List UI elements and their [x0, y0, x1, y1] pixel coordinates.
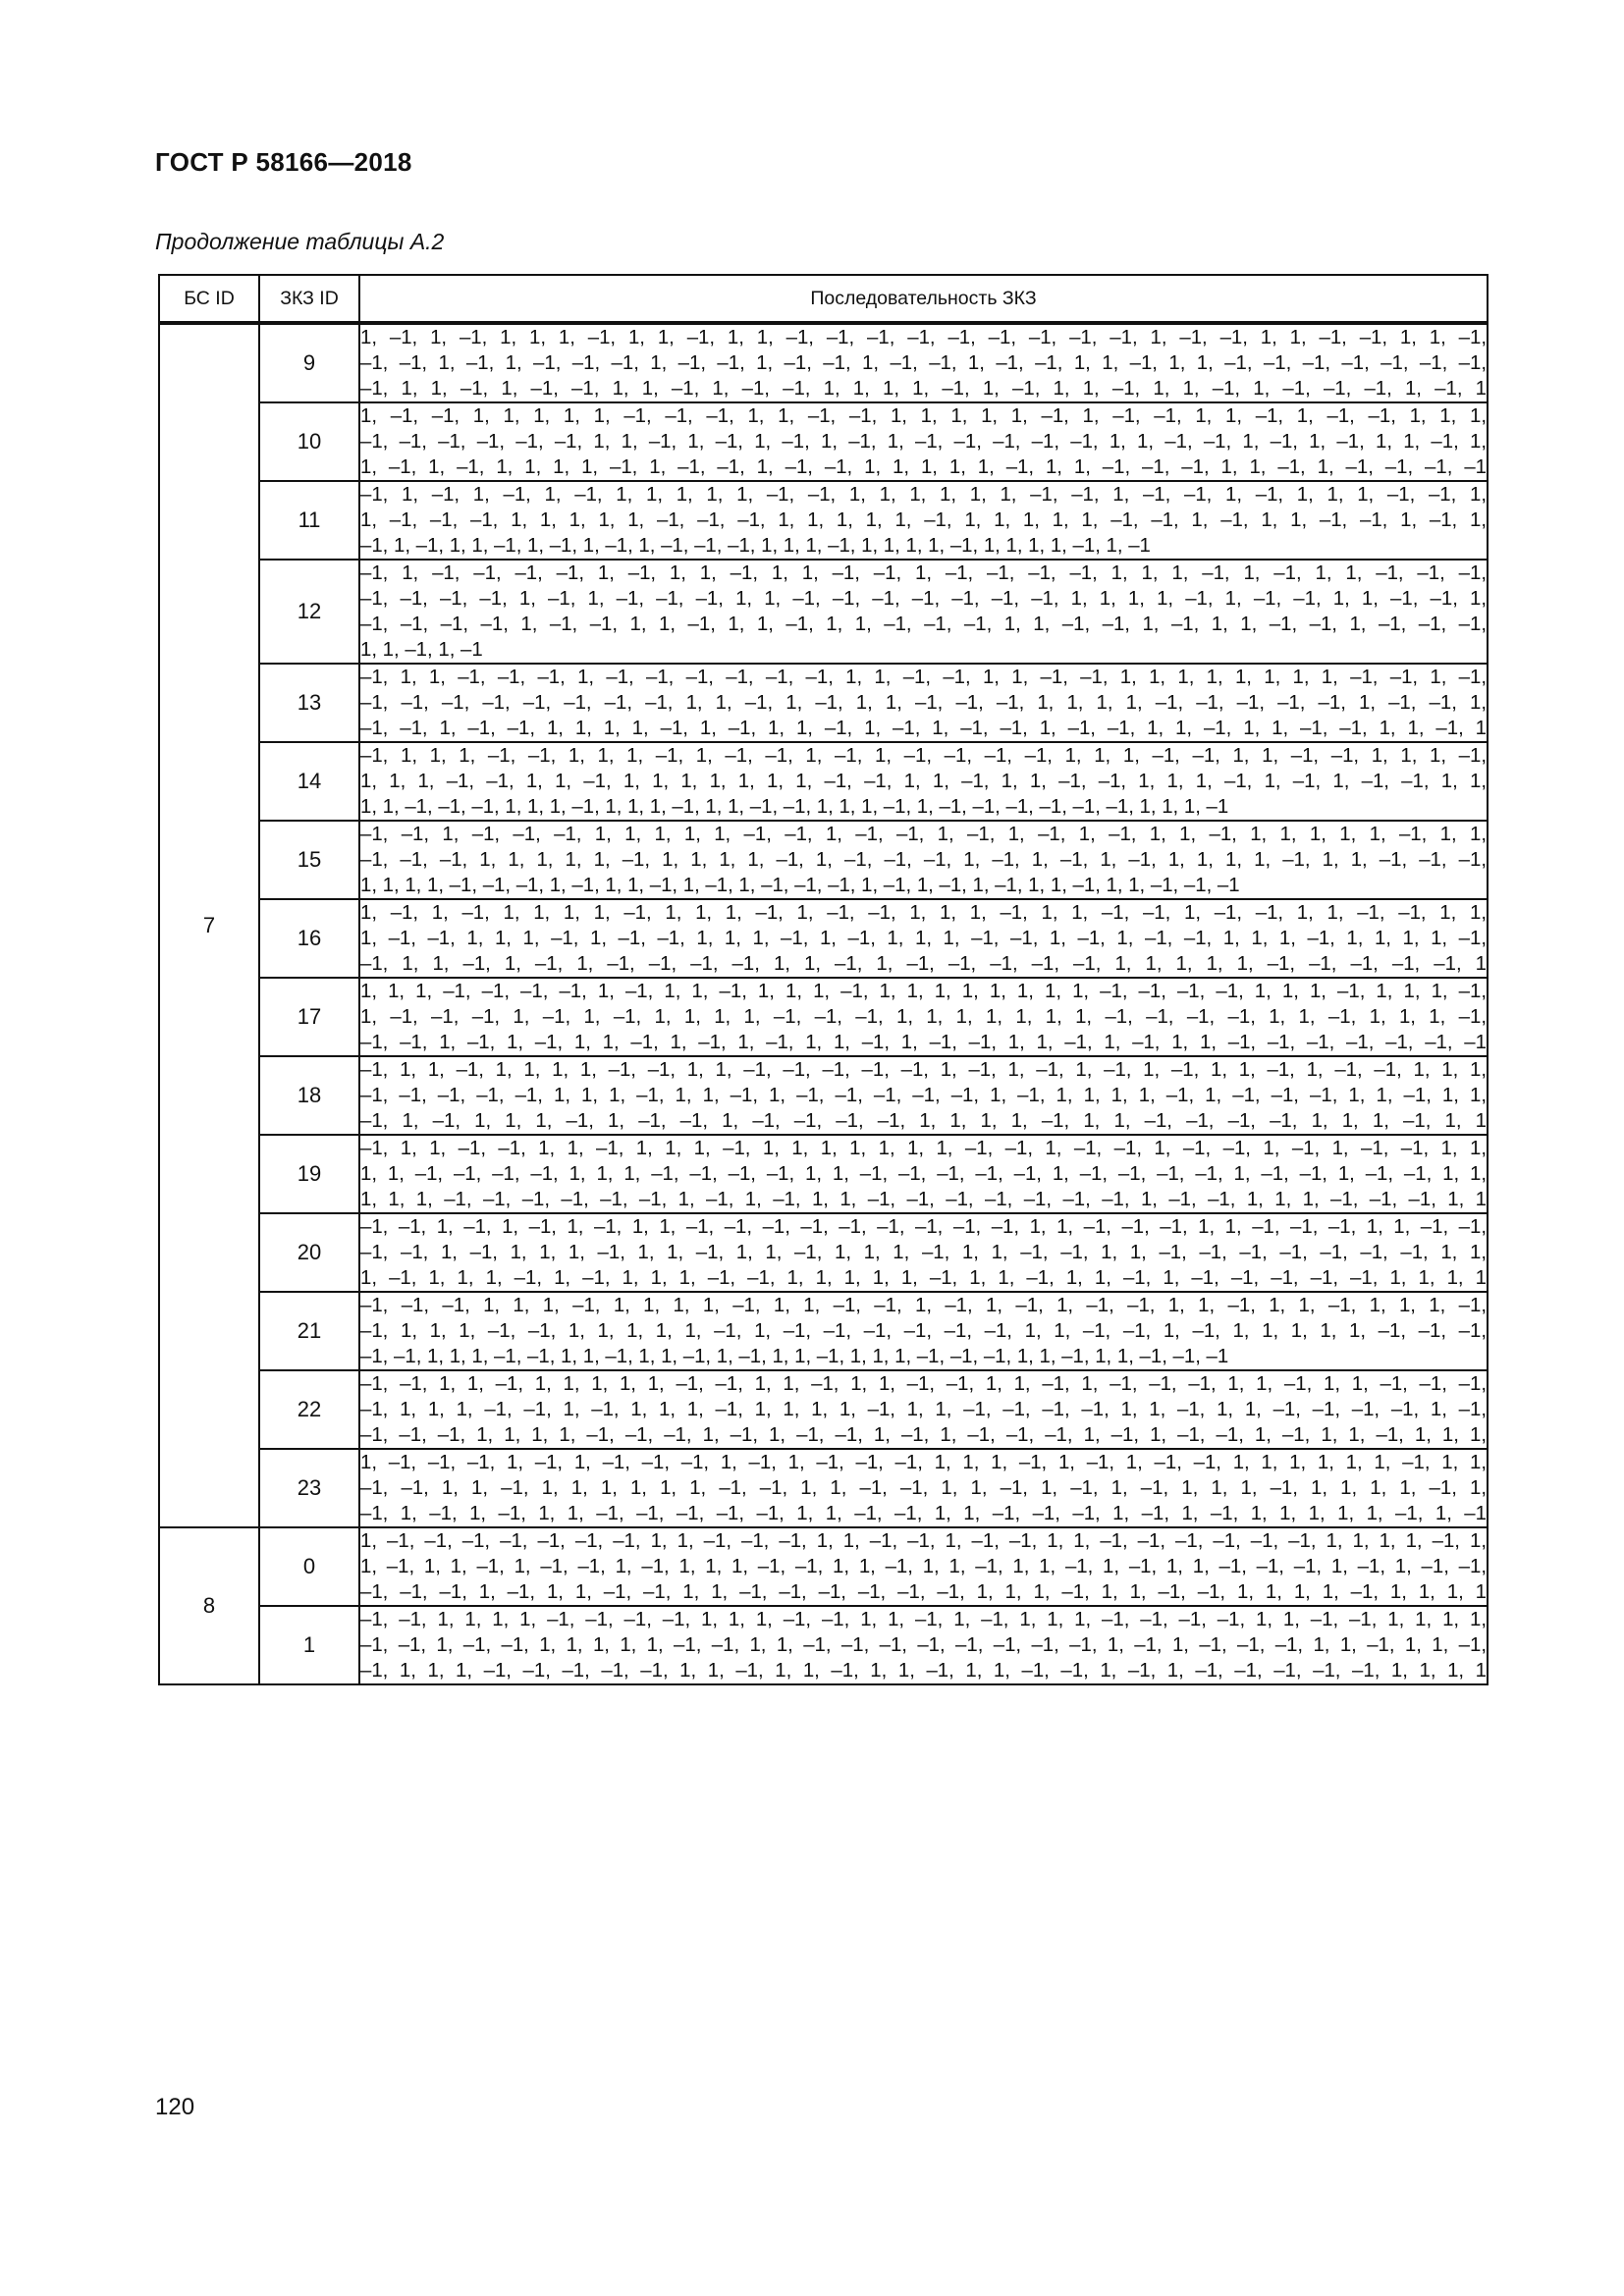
- sequence-cell: [359, 978, 1488, 1056]
- sequence-line: –1, –1, 1, 1, –1, 1, 1, 1, 1, 1, 1, –1, –1, 1, 1, –1, –1, 1, 1, –1, 1, –1, 1, –1, 1, 1, 1, –1, 1, 1, 1, 1, –1, 1,: [360, 1477, 1487, 1499]
- sequence-cell: [359, 481, 1488, 560]
- zkz-id-cell: 1: [259, 1606, 359, 1684]
- sequence-cell: [359, 1449, 1488, 1527]
- sequence-line: –1, 1, –1, 1, 1, –1, 1, –1, 1, –1, 1, –1, –1, –1, 1, 1, 1, –1, 1, 1, 1, 1, –1, 1, 1, 1, 1, –1, 1, –1: [360, 535, 1151, 557]
- sequence-line: –1, –1, –1, 1, 1, 1, 1, –1, –1, –1, 1, –1, 1, –1, –1, 1, –1, 1, –1, –1, –1, 1, –1, 1, –1, –1, 1, –1, 1, 1, –1, 1, 1, 1,: [360, 1424, 1487, 1446]
- table-row: [159, 1449, 1488, 1527]
- sequence-line: –1, 1, 1, –1, –1, 1, 1, –1, 1, 1, 1, –1, 1, 1, 1, 1, 1, 1, 1, –1, –1, 1, –1, –1, 1, –1, –1, 1, –1, 1, –1, –1, 1, 1,: [360, 1138, 1487, 1159]
- sequence-line: 1, –1, –1, –1, 1, –1, 1, –1, 1, 1, 1, 1, –1, –1, –1, 1, 1, 1, 1, 1, 1, 1, –1, –1, –1, –1, 1, 1, –1, 1, 1, 1, –1,: [360, 1006, 1487, 1028]
- page-number: 120: [155, 2094, 195, 2120]
- zkz-id-cell: 0: [259, 1527, 359, 1606]
- sequence-cell: [359, 402, 1488, 481]
- sequence-line: –1, 1, 1, 1, –1, –1, 1, 1, 1, 1, 1, –1, 1, –1, –1, –1, –1, –1, –1, 1, 1, –1, –1, 1, –1, 1, 1, 1, 1, 1, –1, –1, –1,: [360, 1320, 1487, 1342]
- sequence-line: –1, –1, –1, 1, 1, 1, 1, 1, –1, 1, 1, 1, 1, –1, 1, –1, –1, –1, 1, –1, 1, –1, 1, –1, 1, 1, 1, 1, –1, 1, 1, –1, –1, –1,: [360, 849, 1487, 871]
- zkz-id-cell: 11: [259, 481, 359, 560]
- zkz-id-cell: 13: [259, 664, 359, 742]
- sequence-line: –1, –1, 1, –1, –1, –1, 1, 1, 1, 1, 1, –1, –1, 1, –1, –1, 1, –1, 1, –1, 1, –1, 1, 1, –1, 1, 1, 1, 1, 1, –1, 1, 1,: [360, 824, 1487, 845]
- sequence-cell: [359, 1213, 1488, 1292]
- sequence-line: –1, –1, 1, –1, 1, –1, 1, –1, 1, 1, –1, –1, –1, –1, –1, –1, –1, –1, –1, 1, 1, –1, –1, –1, 1, 1, –1, –1, –1, 1, 1, –1, –1,: [360, 1216, 1487, 1238]
- sequence-cell: [359, 1606, 1488, 1684]
- sequence-line: –1, –1, 1, 1, 1, 1, –1, –1, –1, –1, 1, 1, 1, –1, –1, 1, 1, –1, 1, –1, 1, 1, 1, –1, –1, –1, –1, 1, 1, –1, –1, 1, 1, 1, 1,: [360, 1609, 1487, 1630]
- sequence-line: –1, 1, 1, –1, 1, –1, 1, –1, –1, –1, –1, 1, 1, –1, 1, –1, –1, –1, –1, –1, 1, 1, 1, 1, 1, –1, –1, –1, –1, –1, 1: [360, 953, 1487, 975]
- table-row: [159, 1606, 1488, 1684]
- sequence-line: –1, 1, –1, –1, –1, –1, 1, –1, 1, 1, –1, 1, 1, –1, –1, 1, –1, –1, –1, –1, 1, 1, 1, –1, 1, –1, 1, 1, –1, –1, –1,: [360, 562, 1487, 584]
- sequence-line: –1, –1, 1, –1, –1, 1, 1, 1, 1, –1, 1, –1, 1, 1, –1, 1, –1, 1, –1, –1, 1, –1, –1, 1, 1, –1, 1, 1, –1, –1, 1, 1, –1, 1: [360, 718, 1487, 739]
- sequence-line: –1, 1, 1, –1, 1, –1, –1, 1, 1, –1, 1, –1, –1, 1, 1, 1, 1, –1, 1, –1, 1, 1, –1, 1, 1, –1, 1, –1, –1, –1, 1, –1, 1: [360, 378, 1487, 400]
- zkz-id-cell: 17: [259, 978, 359, 1056]
- sequence-line: 1, –1, 1, 1, –1, 1, –1, –1, 1, –1, 1, 1, 1, –1, –1, 1, 1, –1, 1, 1, –1, 1, 1, –1, 1, –1, 1, 1, –1, –1, –1, 1, –1, 1, –1, –1,: [360, 1556, 1487, 1577]
- zkz-id-cell: 16: [259, 899, 359, 978]
- table-row: [159, 1056, 1488, 1135]
- sequence-cell: [359, 1056, 1488, 1135]
- zkz-id-cell: 22: [259, 1370, 359, 1449]
- sequence-line: 1, –1, –1, 1, 1, 1, –1, 1, –1, –1, 1, 1, 1, –1, 1, –1, 1, 1, 1, –1, –1, 1, –1, 1, –1, –1, 1, 1, 1, –1, 1, 1, 1, 1, –1,: [360, 928, 1487, 949]
- zkz-id-cell: 19: [259, 1135, 359, 1213]
- sequence-line: 1, 1, –1, –1, –1, 1, 1, 1, –1, 1, 1, 1, –1, 1, 1, –1, –1, 1, 1, 1, –1, 1, –1, –1, –1, –1, –1, –1, 1, 1, 1, –1: [360, 796, 1229, 818]
- sequence-line: –1, –1, 1, 1, 1, –1, –1, 1, 1, –1, 1, 1, –1, 1, –1, 1, 1, –1, 1, 1, 1, –1, –1, –1, 1, 1, –1, 1, 1, –1, –1, –1: [360, 1346, 1229, 1367]
- table-body: [159, 323, 1488, 1684]
- zkz-id-cell: 14: [259, 742, 359, 821]
- sequence-line: –1, –1, 1, –1, 1, 1, 1, –1, 1, 1, –1, 1, 1, –1, 1, 1, 1, –1, 1, 1, –1, –1, 1, 1, –1, –1, –1, –1, –1, –1, –1, 1, 1,: [360, 1242, 1487, 1263]
- table-row: [159, 1370, 1488, 1449]
- sequence-cell: [359, 742, 1488, 821]
- table-caption: Продолжение таблицы А.2: [155, 229, 445, 254]
- sequence-line: 1, –1, 1, –1, 1, 1, 1, –1, 1, 1, –1, 1, 1, –1, –1, –1, –1, –1, –1, –1, –1, –1, 1, –1, –1, 1, 1, –1, –1, 1, 1, –1,: [360, 327, 1487, 348]
- sequence-line: –1, –1, 1, –1, 1, –1, 1, 1, –1, 1, –1, 1, –1, 1, 1, –1, 1, –1, –1, 1, 1, –1, 1, –1, 1, 1, –1, –1, –1, –1, –1, –1, –1: [360, 1032, 1487, 1053]
- table-row: [159, 481, 1488, 560]
- table-row: [159, 1527, 1488, 1606]
- sequence-line: –1, –1, –1, 1, –1, 1, 1, –1, –1, 1, 1, –1, –1, –1, –1, –1, –1, 1, 1, 1, –1, 1, 1, –1, –1, 1, 1, 1, 1, –1, 1, 1, 1, 1: [360, 1581, 1487, 1603]
- sequence-line: 1, 1, 1, 1, –1, –1, –1, 1, –1, 1, 1, –1, 1, –1, 1, –1, –1, –1, 1, –1, 1, –1, 1, –1, 1, 1, –1, 1, 1, –1, –1, –1: [360, 875, 1240, 896]
- sequence-table: [158, 274, 1489, 1685]
- column-header-bs-id: БС ID: [159, 275, 259, 323]
- table-row: [159, 323, 1488, 402]
- sequence-line: 1, 1, –1, 1, –1: [360, 639, 483, 661]
- sequence-line: 1, –1, –1, –1, 1, –1, 1, –1, –1, –1, 1, –1, 1, –1, –1, –1, 1, 1, 1, –1, 1, –1, 1, –1, –1, 1, 1, 1, 1, 1, 1, –1, 1, 1,: [360, 1452, 1487, 1473]
- zkz-id-cell: 12: [259, 560, 359, 664]
- sequence-cell: [359, 323, 1488, 402]
- sequence-line: 1, –1, –1, 1, 1, 1, 1, 1, –1, –1, –1, 1, 1, –1, –1, 1, 1, 1, 1, 1, –1, 1, –1, –1, 1, 1, –1, 1, –1, –1, 1, 1, 1,: [360, 405, 1487, 427]
- table-row: [159, 664, 1488, 742]
- sequence-cell: [359, 664, 1488, 742]
- sequence-line: –1, –1, –1, 1, 1, 1, –1, 1, 1, 1, 1, –1, 1, 1, –1, –1, 1, –1, 1, –1, 1, –1, –1, 1, 1, –1, 1, 1, –1, 1, 1, 1, –1,: [360, 1295, 1487, 1316]
- bs-id-cell: 8: [159, 1527, 259, 1684]
- sequence-cell: [359, 1292, 1488, 1370]
- sequence-cell: [359, 899, 1488, 978]
- sequence-line: –1, 1, 1, 1, –1, –1, –1, –1, –1, 1, 1, –1, 1, 1, –1, 1, 1, –1, 1, 1, –1, –1, 1, –1, 1, –1, –1, –1, –1, –1, 1, 1, 1, 1: [360, 1660, 1487, 1682]
- sequence-cell: [359, 821, 1488, 899]
- table-row: [159, 899, 1488, 978]
- sequence-line: 1, 1, 1, –1, –1, 1, 1, –1, 1, 1, 1, 1, 1, 1, 1, –1, –1, 1, 1, –1, 1, 1, –1, –1, 1, 1, 1, –1, 1, –1, 1, –1, –1, 1, 1,: [360, 771, 1487, 792]
- table-row: [159, 742, 1488, 821]
- column-header-zkz-id: ЗКЗ ID: [259, 275, 359, 323]
- sequence-line: –1, –1, 1, –1, –1, 1, 1, 1, 1, 1, –1, –1, 1, 1, –1, –1, –1, –1, –1, –1, –1, –1, 1, –1, 1, –1, –1, –1, 1, 1, –1, 1, 1, –1,: [360, 1634, 1487, 1656]
- table-row: [159, 1213, 1488, 1292]
- sequence-line: 1, 1, –1, –1, –1, –1, 1, 1, 1, –1, –1, –1, –1, 1, 1, –1, –1, –1, –1, –1, 1, –1, –1, –1, –1, 1, –1, –1, 1, –1, –1, 1, 1,: [360, 1163, 1487, 1185]
- column-header-sequence: Последовательность ЗКЗ: [359, 275, 1488, 323]
- sequence-line: 1, 1, 1, –1, –1, –1, –1, –1, –1, 1, –1, 1, –1, 1, 1, –1, –1, –1, –1, –1, –1, –1, 1, –1, –1, 1, 1, 1, –1, –1, –1, 1, 1: [360, 1189, 1487, 1210]
- sequence-line: –1, 1, –1, 1, 1, 1, –1, 1, –1, –1, 1, –1, –1, –1, –1, 1, 1, 1, 1, –1, 1, 1, –1, –1, –1, –1, 1, 1, 1, –1, 1, 1: [360, 1110, 1487, 1132]
- sequence-line: –1, –1, 1, –1, 1, –1, –1, –1, 1, –1, –1, 1, –1, –1, 1, –1, –1, 1, –1, –1, 1, 1, –1, 1, 1, –1, –1, –1, –1, –1, –1, –1,: [360, 352, 1487, 374]
- table-row: [159, 978, 1488, 1056]
- sequence-line: –1, –1, –1, –1, 1, –1, –1, 1, 1, –1, 1, 1, –1, 1, 1, –1, –1, –1, 1, 1, –1, –1, 1, –1, 1, 1, –1, –1, 1, –1, –1, –1,: [360, 614, 1487, 635]
- sequence-line: –1, 1, –1, 1, –1, 1, 1, –1, –1, –1, –1, –1, 1, 1, –1, –1, 1, 1, –1, –1, –1, 1, –1, 1, –1, 1, 1, 1, 1, 1, –1, 1, –1: [360, 1503, 1487, 1524]
- table-row: [159, 1135, 1488, 1213]
- document-header: ГОСТ Р 58166—2018: [155, 147, 412, 177]
- zkz-id-cell: 23: [259, 1449, 359, 1527]
- sequence-line: 1, –1, –1, –1, –1, –1, –1, –1, 1, 1, –1, –1, –1, 1, 1, –1, –1, 1, –1, –1, 1, 1, –1, –1, –1, –1, –1, –1, 1, 1, 1, 1, –1, 1,: [360, 1530, 1487, 1552]
- table-row: [159, 560, 1488, 664]
- sequence-line: –1, –1, –1, –1, 1, –1, 1, –1, –1, –1, 1, 1, –1, –1, –1, –1, –1, –1, –1, 1, 1, 1, 1, –1, 1, –1, –1, 1, 1, –1, –1, 1,: [360, 588, 1487, 610]
- sequence-line: –1, –1, –1, –1, –1, –1, 1, 1, –1, 1, –1, 1, –1, 1, –1, 1, –1, –1, –1, –1, –1, 1, 1, –1, –1, 1, –1, 1, –1, 1, 1, –1, 1,: [360, 431, 1487, 453]
- sequence-cell: [359, 560, 1488, 664]
- sequence-line: –1, 1, 1, 1, –1, –1, 1, 1, 1, –1, 1, –1, –1, 1, –1, 1, –1, –1, –1, –1, 1, 1, 1, –1, –1, 1, 1, –1, –1, 1, 1, 1, –1,: [360, 745, 1487, 767]
- sequence-line: 1, –1, 1, –1, 1, 1, 1, 1, –1, 1, –1, –1, 1, –1, –1, 1, 1, 1, 1, 1, –1, 1, 1, –1, –1, –1, 1, 1, –1, 1, –1, –1, –1, –1: [360, 456, 1487, 478]
- sequence-cell: [359, 1527, 1488, 1606]
- table-row: [159, 402, 1488, 481]
- table-header-row: [159, 275, 1488, 323]
- zkz-id-cell: 21: [259, 1292, 359, 1370]
- zkz-id-cell: 18: [259, 1056, 359, 1135]
- sequence-line: –1, 1, –1, 1, –1, 1, –1, 1, 1, 1, 1, 1, –1, –1, 1, 1, 1, 1, 1, 1, –1, –1, 1, –1, –1, 1, –1, 1, 1, 1, –1, –1, 1,: [360, 484, 1487, 506]
- sequence-line: –1, 1, 1, –1, –1, –1, 1, –1, –1, –1, –1, –1, –1, 1, 1, –1, –1, 1, 1, –1, –1, 1, 1, 1, 1, 1, 1, 1, 1, –1, –1, 1, –1,: [360, 667, 1487, 688]
- zkz-id-cell: 10: [259, 402, 359, 481]
- sequence-line: –1, –1, –1, –1, –1, –1, –1, –1, 1, 1, –1, 1, –1, 1, 1, –1, –1, –1, 1, 1, 1, 1, –1, –1, –1, –1, –1, 1, –1, –1, 1,: [360, 692, 1487, 714]
- sequence-line: –1, 1, 1, 1, –1, –1, 1, –1, 1, 1, 1, –1, 1, 1, 1, 1, –1, 1, 1, –1, –1, –1, –1, 1, 1, –1, 1, 1, –1, –1, –1, –1, 1, –1,: [360, 1399, 1487, 1420]
- zkz-id-cell: 20: [259, 1213, 359, 1292]
- bs-id-cell: 7: [159, 323, 259, 1527]
- sequence-line: –1, –1, 1, 1, –1, 1, 1, 1, 1, 1, –1, –1, 1, 1, –1, 1, 1, –1, –1, 1, 1, –1, 1, –1, –1, –1, 1, 1, –1, 1, 1, –1, –1, –1,: [360, 1373, 1487, 1395]
- table-row: [159, 1292, 1488, 1370]
- sequence-line: 1, –1, –1, –1, 1, 1, 1, 1, 1, –1, –1, –1, 1, 1, 1, 1, 1, –1, 1, 1, 1, 1, 1, –1, –1, 1, –1, 1, 1, –1, –1, 1, –1, 1,: [360, 509, 1487, 531]
- zkz-id-cell: 15: [259, 821, 359, 899]
- sequence-line: 1, –1, 1, 1, 1, –1, 1, –1, 1, 1, 1, –1, –1, 1, 1, 1, 1, 1, –1, 1, 1, –1, 1, 1, –1, 1, –1, –1, –1, –1, –1, 1, 1, 1, 1: [360, 1267, 1487, 1289]
- sequence-cell: [359, 1370, 1488, 1449]
- sequence-line: 1, 1, 1, –1, –1, –1, –1, 1, –1, 1, 1, –1, 1, 1, 1, –1, 1, 1, 1, 1, 1, 1, 1, 1, –1, –1, –1, –1, 1, 1, 1, –1, 1, 1, 1, –1,: [360, 981, 1487, 1002]
- table-row: [159, 821, 1488, 899]
- zkz-id-cell: 9: [259, 323, 359, 402]
- sequence-line: –1, 1, 1, –1, 1, 1, 1, 1, –1, –1, 1, 1, –1, –1, –1, –1, –1, 1, –1, 1, –1, 1, –1, 1, –1, 1, 1, –1, 1, –1, –1, 1, 1, 1,: [360, 1059, 1487, 1081]
- sequence-cell: [359, 1135, 1488, 1213]
- sequence-line: –1, –1, –1, –1, –1, 1, 1, 1, –1, 1, 1, –1, 1, –1, –1, –1, –1, –1, 1, –1, 1, 1, 1, 1, –1, 1, –1, –1, –1, 1, 1, –1, 1, 1,: [360, 1085, 1487, 1106]
- sequence-line: 1, –1, 1, –1, 1, 1, 1, 1, –1, 1, 1, 1, –1, 1, –1, –1, 1, 1, 1, –1, 1, 1, –1, –1, 1, –1, –1, 1, 1, –1, –1, 1, 1,: [360, 902, 1487, 924]
